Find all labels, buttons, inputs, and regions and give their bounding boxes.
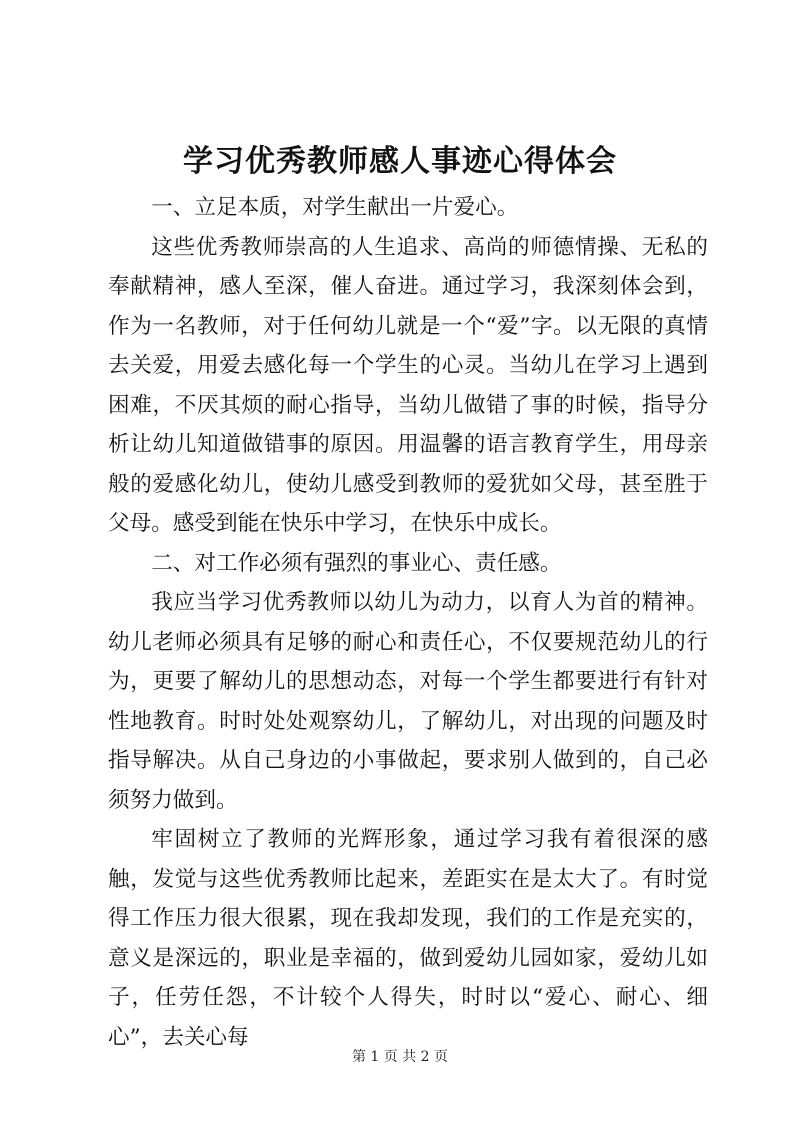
body-paragraph-2: 我应当学习优秀教师以幼儿为动力，以育人为首的精神。幼儿老师必须具有足够的耐心和责任心，不仅要规范幼儿的行为，更要了解幼儿的思想动态，对每一个学生都要进行有针对性地教育。时时处处观察幼儿，了解幼儿，对出现的问题及时指导解决。从自己身边的小事做起，要求别人做到的，自己必须努力做到。 — [108, 590, 708, 813]
body-paragraph-1: 这些优秀教师崇高的人生追求、高尚的师德情操、无私的奉献精神，感人至深，催人奋进。通过学习，我深刻体会到，作为一名教师，对于任何幼儿就是一个“爱”字。以无限的真情去关爱，用爱去感化每一个学生的心灵。当幼儿在学习上遇到困难，不厌其烦的耐心指导，当幼儿做错了事的时候，指导分析让幼儿知道做错事的原因。用温馨的语言教育学生，用母亲般的爱感化幼儿，使幼儿感受到教师的爱犹如父母，甚至胜于父母。感受到能在快乐中学习，在快乐中成长。 — [108, 234, 708, 536]
section-heading-1: 一、立足本质，对学生献出一片爱心。 — [151, 195, 519, 220]
page-footer: 第 1 页 共 2 页 — [351, 1049, 449, 1065]
document-body — [108, 188, 708, 1057]
body-paragraph-3: 牢固树立了教师的光辉形象，通过学习我有着很深的感触，发觉与这些优秀教师比起来，差距实在是太大了。有时觉得工作压力很大很累，现在我却发现，我们的工作是充实的，意义是深远的，职业是幸福的，做到爱幼儿园如家，爱幼儿如子，任劳任怨，不计较个人得失，时时以“爱心、耐心、细心”，去关心每 — [108, 827, 708, 1050]
section-heading-2: 二、对工作必须有强烈的事业心、责任感。 — [151, 550, 562, 576]
document-title: 学习优秀教师感人事迹心得体会 — [183, 144, 617, 179]
